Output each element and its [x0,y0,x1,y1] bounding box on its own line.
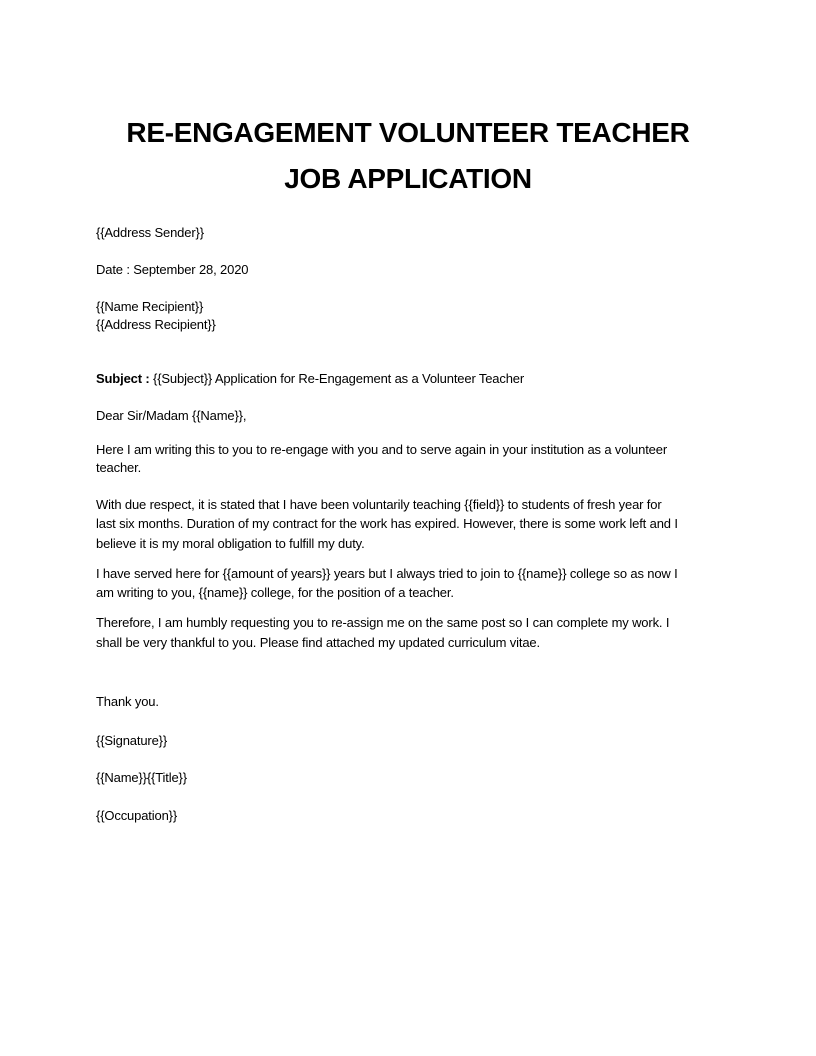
document-title-line-1: RE-ENGAGEMENT VOLUNTEER TEACHER [126,117,690,148]
paragraph-2-line-3: believe it is my moral obligation to fulfill my duty. [96,536,365,551]
paragraph-3-line-1: I have served here for {{amount of years}} years but I always tried to join to {{name}} college so as now I [96,566,678,581]
name-recipient: {{Name Recipient}} [96,299,204,314]
signature: {{Signature}} [96,733,168,748]
paragraph-4-line-1: Therefore, I am humbly requesting you to re-assign me on the same post so I can complete my work. I [96,615,670,630]
paragraph-3-line-2: am writing to you, {{name}} college, for the position of a teacher. [96,585,454,600]
salutation: Dear Sir/Madam {{Name}}, [96,408,247,423]
date-line: Date : September 28, 2020 [96,262,249,277]
closing: Thank you. [96,694,159,709]
address-recipient: {{Address Recipient}} [96,317,216,332]
address-sender: {{Address Sender}} [96,225,204,240]
name-title: {{Name}}{{Title}} [96,770,187,785]
paragraph-1-line-2: teacher. [96,460,142,475]
document-title-line-2: JOB APPLICATION [284,163,532,194]
paragraph-4-line-2: shall be very thankful to you. Please find attached my updated curriculum vitae. [96,635,540,650]
paragraph-1-line-1: Here I am writing this to you to re-engage with you and to serve again in your institution as a volunteer [96,442,668,457]
subject-text: {{Subject}} Application for Re-Engagement as a Volunteer Teacher [149,371,525,386]
subject-line [96,369,726,389]
paragraph-2-line-2: last six months. Duration of my contract for the work has expired. However, there is some work left and I [96,516,678,531]
paragraph-2-line-1: With due respect, it is stated that I have been voluntarily teaching {{field}} to students of fresh year for [96,497,662,512]
occupation: {{Occupation}} [96,808,178,823]
subject-label: Subject : [96,371,150,386]
